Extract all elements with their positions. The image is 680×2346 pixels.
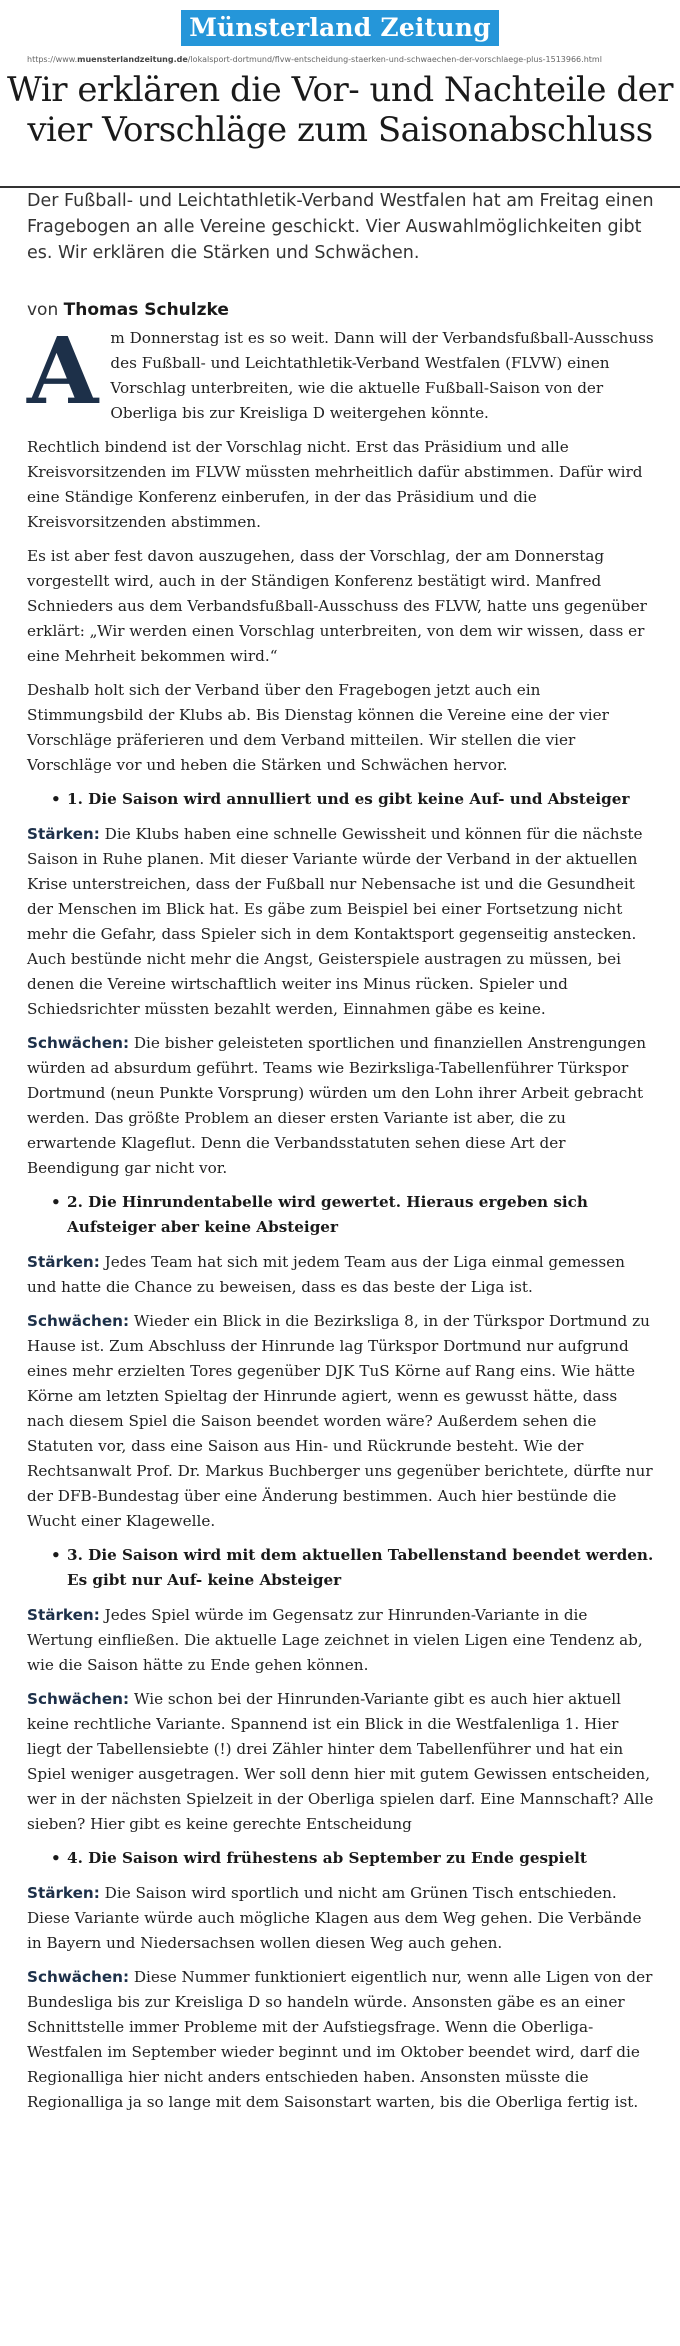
- weaknesses-text: Wieder ein Blick in die Bezirksliga 8, in der Türkspor Dortmund zu Hause ist. Zum Abschluss der Hinrunde lag Türkspor Dortmund nur aufgrund eines mehr erzielten Tores gegenüber DJK TuS Körne auf Rang eins. Wie hätte Körne am letzten Spieltag der Hinrunde agiert, wenn es gewusst hätte, dass nach diesem Spiel die Saison beendet worden wäre? Außerdem sehen die Statuten vor, dass eine Saison aus Hin- und Rückrunde besteht. Wie der Rechtsanwalt Prof. Dr. Markus Buchberger uns gegenüber berichtete, dürfte nur der DFB-Bundestag über eine Änderung bestimmen. Auch hier bestünde die Wucht einer Klagewelle.: [27, 1312, 653, 1530]
- weaknesses-text: Diese Nummer funktioniert eigentlich nur, wenn alle Ligen von der Bundesliga bis zur Kreisliga D so handeln würde. Ansonsten gäbe es an einer Schnittstelle immer Probleme mit der Aufstiegsfrage. Wenn die Oberliga-Westfalen im September wieder beginnt und im Oktober beendet wird, darf die Regionalliga hier nicht anders entschieden haben. Ansonsten müsste die Regionalliga ja so lange mit dem Saisonstart warten, bis die Oberliga fertig ist.: [27, 1968, 653, 2111]
- option-2-title: 2. Die Hinrundentabelle wird gewertet. Hieraus ergeben sich Aufsteiger aber keine Absteiger: [67, 1193, 588, 1236]
- bullet-icon: •: [51, 790, 61, 808]
- option-4-heading: [27, 1846, 657, 1871]
- option-1-weaknesses: [27, 1031, 657, 1181]
- option-3-heading: [27, 1543, 657, 1593]
- article-url: [27, 55, 667, 64]
- url-path: /lokalsport-dortmund/flvw-entscheidung-staerken-und-schwaechen-der-vorschlaege-plus-1513966.html: [187, 55, 602, 64]
- bullet-icon: •: [51, 1193, 61, 1211]
- author-name: Thomas Schulzke: [63, 300, 229, 320]
- bullet-icon: •: [51, 1546, 61, 1564]
- strengths-text: Jedes Spiel würde im Gegensatz zur Hinrunden-Variante in die Wertung einfließen. Die aktuelle Lage zeichnet in vielen Ligen eine Tendenz ab, wie die Saison hätte zu Ende gehen können.: [27, 1606, 643, 1674]
- option-1-strengths: [27, 822, 657, 1022]
- option-2-heading: [27, 1190, 657, 1240]
- option-3-title: 3. Die Saison wird mit dem aktuellen Tabellenstand beendet werden. Es gibt nur Auf- keine Absteiger: [67, 1546, 654, 1589]
- strengths-text: Die Klubs haben eine schnelle Gewissheit und können für die nächste Saison in Ruhe planen. Mit dieser Variante würde der Verband in der aktuellen Krise unterstreichen, dass der Fußball nur Nebensache ist und die Gesundheit der Menschen im Blick hat. Es gäbe zum Beispiel bei einer Fortsetzung nicht mehr die Gefahr, dass Spieler sich in dem Kontaktsport gegenseitig anstecken. Auch bestünde nicht mehr die Angst, Geisterspiele austragen zu müssen, bei denen die Vereine wirtschaftlich weiter ins Minus rücken. Spieler und Schiedsrichter müssten bezahlt werden, Einnahmen gäbe es keine.: [27, 825, 643, 1018]
- masthead: [0, 10, 680, 46]
- strengths-label: Stärken:: [27, 1884, 100, 1902]
- intro-text: m Donnerstag ist es so weit. Dann will der Verbandsfußball-Ausschuss des Fußball- und Leichtathletik-Verband Westfalen (FLVW) einen Vorschlag unterbreiten, wie die aktuelle Fußball-Saison von der Oberliga bis zur Kreisliga D weitergehen könnte.: [110, 329, 654, 422]
- option-3-weaknesses: [27, 1687, 657, 1837]
- drop-cap: A: [27, 317, 99, 425]
- teaser: Der Fußball- und Leichtathletik-Verband Westfalen hat am Freitag einen Fragebogen an alle Vereine geschickt. Vier Auswahlmöglichkeiten gibt es. Wir erklären die Stärken und Schwächen.: [27, 191, 654, 263]
- strengths-label: Stärken:: [27, 825, 100, 843]
- paragraph-2: Rechtlich bindend ist der Vorschlag nicht. Erst das Präsidium und alle Kreisvorsitzenden im FLVW müssten mehrheitlich dafür abstimmen. Dafür wird eine Ständige Konferenz einberufen, in der das Präsidium und die Kreisvorsitzenden abstimmen.: [27, 438, 643, 531]
- strengths-label: Stärken:: [27, 1253, 100, 1271]
- weaknesses-label: Schwächen:: [27, 1968, 130, 1986]
- weaknesses-text: Wie schon bei der Hinrunden-Variante gibt es auch hier aktuell keine rechtliche Variante. Spannend ist ein Blick in die Westfalenliga 1. Hier liegt der Tabellensiebte (!) drei Zähler hinter dem Tabellenführer und hat ein Spiel weniger ausgetragen. Wer soll denn hier mit gutem Gewissen entscheiden, wer in der nächsten Spielzeit in der Oberliga spielen darf. Eine Mannschaft? Alle sieben? Hier gibt es keine gerechte Entscheidung: [27, 1690, 654, 1833]
- paragraph-3: Es ist aber fest davon auszugehen, dass der Vorschlag, der am Donnerstag vorgestellt wird, auch in der Ständigen Konferenz bestätigt wird. Manfred Schnieders aus dem Verbandsfußball-Ausschuss des FLVW, hatte uns gegenüber erklärt: „Wir werden einen Vorschlag unterbreiten, von dem wir wissen, dass er eine Mehrheit bekommen wird.“: [27, 547, 647, 665]
- option-2-weaknesses: [27, 1309, 657, 1534]
- url-prefix: https://www.: [27, 55, 78, 64]
- option-4-strengths: [27, 1881, 657, 1956]
- intro-paragraph: [27, 317, 657, 426]
- headline: Wir erklären die Vor- und Nachteile der vier Vorschläge zum Saisonabschluss: [7, 70, 673, 150]
- strengths-label: Stärken:: [27, 1606, 100, 1624]
- option-4-title: 4. Die Saison wird frühestens ab September zu Ende gespielt: [67, 1849, 587, 1867]
- headline-container: [0, 70, 680, 188]
- option-3-strengths: [27, 1603, 657, 1678]
- weaknesses-label: Schwächen:: [27, 1312, 130, 1330]
- paragraph-4: Deshalb holt sich der Verband über den Fragebogen jetzt auch ein Stimmungsbild der Klubs ab. Bis Dienstag können die Vereine eine der vier Vorschläge präferieren und dem Verband mitteilen. Wir stellen die vier Vorschläge vor und heben die Stärken und Schwächen hervor.: [27, 681, 609, 774]
- strengths-text: Jedes Team hat sich mit jedem Team aus der Liga einmal gemessen und hatte die Chance zu beweisen, dass es das beste der Liga ist.: [27, 1253, 625, 1296]
- byline-prefix: von: [27, 300, 59, 320]
- brand-logo[interactable]: Münsterland Zeitung: [181, 10, 499, 46]
- weaknesses-label: Schwächen:: [27, 1034, 130, 1052]
- option-2-strengths: [27, 1250, 657, 1300]
- option-4-weaknesses: [27, 1965, 657, 2115]
- option-1-heading: [27, 787, 657, 812]
- bullet-icon: •: [51, 1849, 61, 1867]
- article-body: [27, 317, 657, 2124]
- url-domain: muensterlandzeitung.de: [77, 55, 188, 64]
- weaknesses-label: Schwächen:: [27, 1690, 130, 1708]
- strengths-text: Die Saison wird sportlich und nicht am Grünen Tisch entschieden. Diese Variante würde auch mögliche Klagen aus dem Weg gehen. Die Verbände in Bayern und Niedersachsen wollen diesen Weg auch gehen.: [27, 1884, 642, 1952]
- option-1-title: 1. Die Saison wird annulliert und es gibt keine Auf- und Absteiger: [67, 790, 630, 808]
- weaknesses-text: Die bisher geleisteten sportlichen und finanziellen Anstrengungen würden ad absurdum geführt. Teams wie Bezirksliga-Tabellenführer Türkspor Dortmund (neun Punkte Vorsprung) würden um den Lohn ihrer Arbeit gebracht werden. Das größte Problem an dieser ersten Variante ist aber, die zu erwartende Klageflut. Denn die Verbandsstatuten sehen diese Art der Beendigung gar nicht vor.: [27, 1034, 647, 1177]
